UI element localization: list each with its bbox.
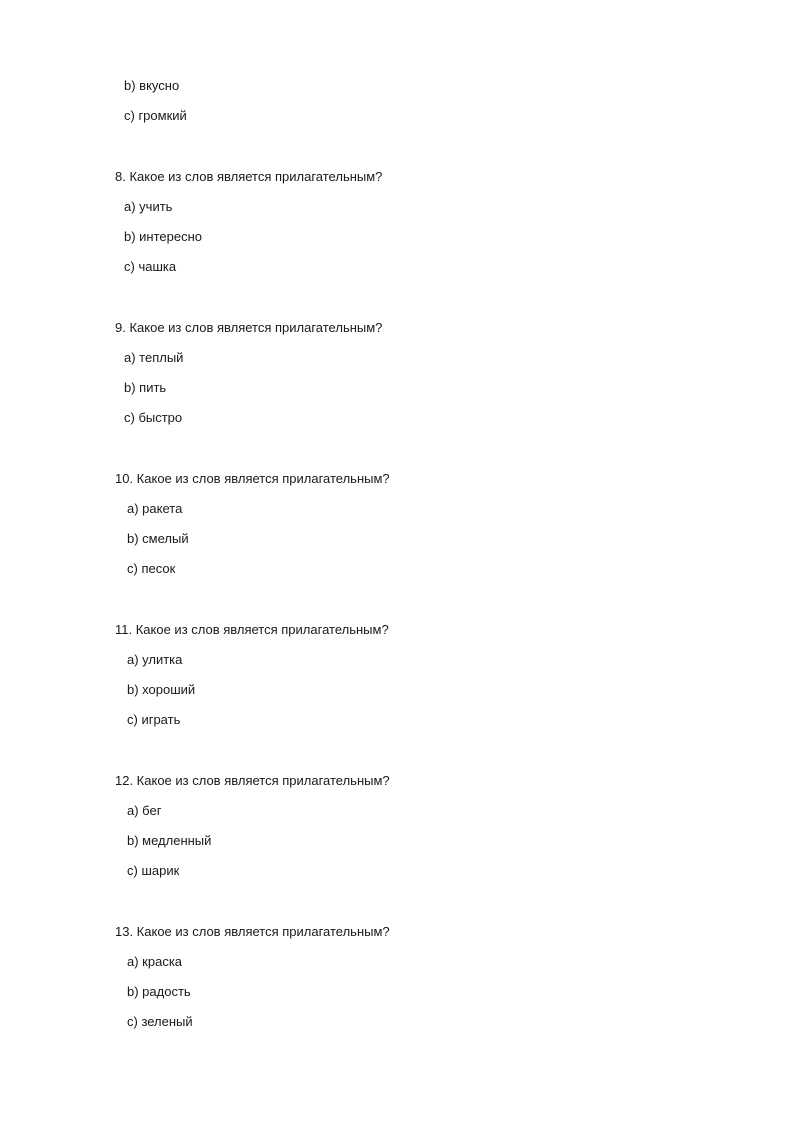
option-8b: b) интересно xyxy=(124,229,203,244)
option-12b: b) медленный xyxy=(127,833,212,848)
option-9c: c) быстро xyxy=(124,410,183,425)
question-9: 9. Какое из слов является прилагательным? xyxy=(115,320,383,335)
question-8: 8. Какое из слов является прилагательным? xyxy=(115,169,383,184)
question-12: 12. Какое из слов является прилагательным? xyxy=(115,773,390,788)
option-11b: b) хороший xyxy=(127,682,196,697)
option-7b: b) вкусно xyxy=(124,78,180,93)
option-8c: c) чашка xyxy=(124,259,177,274)
option-11c: c) играть xyxy=(127,712,181,727)
option-12c: c) шарик xyxy=(127,863,180,878)
option-11a: a) улитка xyxy=(127,652,183,667)
option-8a: a) учить xyxy=(124,199,173,214)
option-10b: b) смелый xyxy=(127,531,189,546)
option-12a: a) бег xyxy=(127,803,162,818)
option-13b: b) радость xyxy=(127,984,191,999)
option-7c: c) громкий xyxy=(124,108,187,123)
question-10: 10. Какое из слов является прилагательным? xyxy=(115,471,390,486)
option-13a: a) краска xyxy=(127,954,183,969)
question-13: 13. Какое из слов является прилагательным? xyxy=(115,924,390,939)
option-9a: a) теплый xyxy=(124,350,184,365)
option-10a: a) ракета xyxy=(127,501,183,516)
option-9b: b) пить xyxy=(124,380,167,395)
option-13c: c) зеленый xyxy=(127,1014,193,1029)
option-10c: c) песок xyxy=(127,561,176,576)
question-11: 11. Какое из слов является прилагательным? xyxy=(115,622,389,637)
